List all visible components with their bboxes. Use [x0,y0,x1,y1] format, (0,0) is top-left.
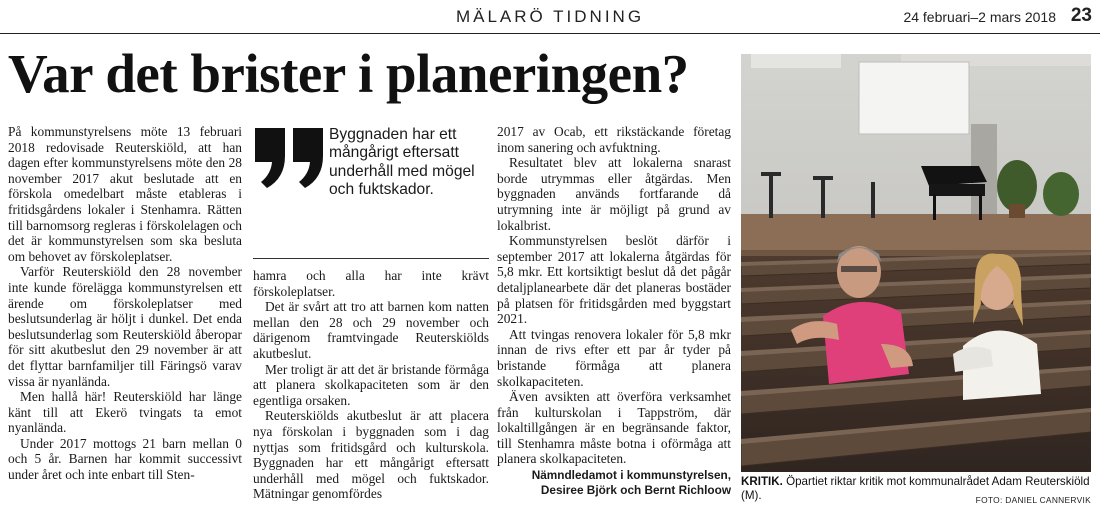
paragraph: Även avsikten att överföra verksamhet från kulturskolan i Tappström, där lokaltillgången är en begränsande faktor, till Stenhamra måste botna i oförmåga att planera skolkapaciteten. [497,389,731,467]
signature-title: Nämndledamot i kommunstyrelsen, [531,468,731,483]
article-column-3 [497,124,731,497]
article-photo [741,54,1091,472]
article-column-1 [8,124,242,483]
page-header [0,0,1100,34]
paragraph: På kommunstyrelsens möte 13 februari 2018 redovisade Reuterskiöld, att han dagen efter kommunstyrelsens möte den 28 november 2017 akut beslutade att en förskola omedelbart måste etableras i fritidsgårdens lokaler i Stenhamra. Rätten till barnomsorg regleras i förskolelagen och det är kommunstyrelsen som ska besluta om behovet av förskoleplatser. [8,124,242,264]
pull-quote-text: Byggnaden har ett mångårigt eftersatt underhåll med mögel och fuktskador. [329,126,475,199]
caption-text: Öpartiet riktar kritik mot kommunalrådet Adam Reuterskiöld (M). [741,475,1090,502]
photo-credit: FOTO: DANIEL CANNERVIK [975,495,1091,505]
paragraph: Varför Reuterskiöld den 28 november inte kunde förelägga kommunstyrelsen ett ärende om förskoleplatser med beslutsunderlag är höljt i dunkel. Det enda beslutsunderlag som Reuterskiöld åberopar för sitt akutbeslut den 29 november är att det flyttar barnfamiljer till Färingsö varav vissa är nyanlända. [8,264,242,389]
quote-mark-icon [253,126,327,190]
paragraph: Reuterskiölds akutbeslut är att placera nya förskolan i byggnaden som i dag nyttjas som fritidsgård och kulturskola. Byggnaden har ett mångårigt eftersatt underhåll med mögel och fuktskador. Mätningar genomfördes [253,408,489,502]
paragraph: Det är svårt att tro att barnen kom natten mellan den 28 och 29 november och därigenom framtvingade Reuterskiölds akutbeslut. [253,299,489,361]
article-headline: Var det brister i planeringen? [8,43,689,104]
pull-quote [253,126,489,216]
paragraph: Mer troligt är att det är bristande förmåga att planera skolkapaciteten som är den egentliga orsaken. [253,361,489,408]
paragraph: 2017 av Ocab, ett rikstäckande företag inom sanering och avfuktning. [497,124,731,155]
issue-date: 24 februari–2 mars 2018 [903,9,1056,25]
paragraph: Resultatet blev att lokalerna snarast borde utrymmas eller åtgärdas. Men byggnaden används fortfarande då utrymning inte är möjligt på grund av lokalbrist. [497,155,731,233]
paragraph: Men hallå här! Reuterskiöld har länge känt till att Ekerö tvingats ta emot nyanlända. [8,389,242,436]
paragraph: Under 2017 mottogs 21 barn mellan 0 och 5 år. Barnen har kommit successivt under året och inte enbart till Sten- [8,435,242,483]
signature [497,468,731,497]
pull-quote-divider [253,258,489,259]
paragraph: hamra och alla har inte krävt förskoleplatser. [253,268,489,299]
masthead: MÄLARÖ TIDNING [455,7,645,26]
article-column-2 [253,268,489,502]
auditorium-photo [741,54,1091,472]
caption-keyword: KRITIK. [741,475,783,488]
page-number: 23 [1070,5,1092,26]
paragraph: Kommunstyrelsen beslöt därför i september 2017 att lokalerna åtgärdas för 5,8 mkr. Ett kortsiktigt beslut då det pågår detaljplanearbete där det planeras bostäder på platsen för fritidsgården med byggstart 2021. [497,233,731,327]
signature-names: Desiree Björk och Bernt Richloow [540,482,731,497]
paragraph: Att tvingas renovera lokaler för 5,8 mkr innan de rivs efter ett par år tyder på bristande förmåga att planera skolkapaciteten. [497,326,731,389]
